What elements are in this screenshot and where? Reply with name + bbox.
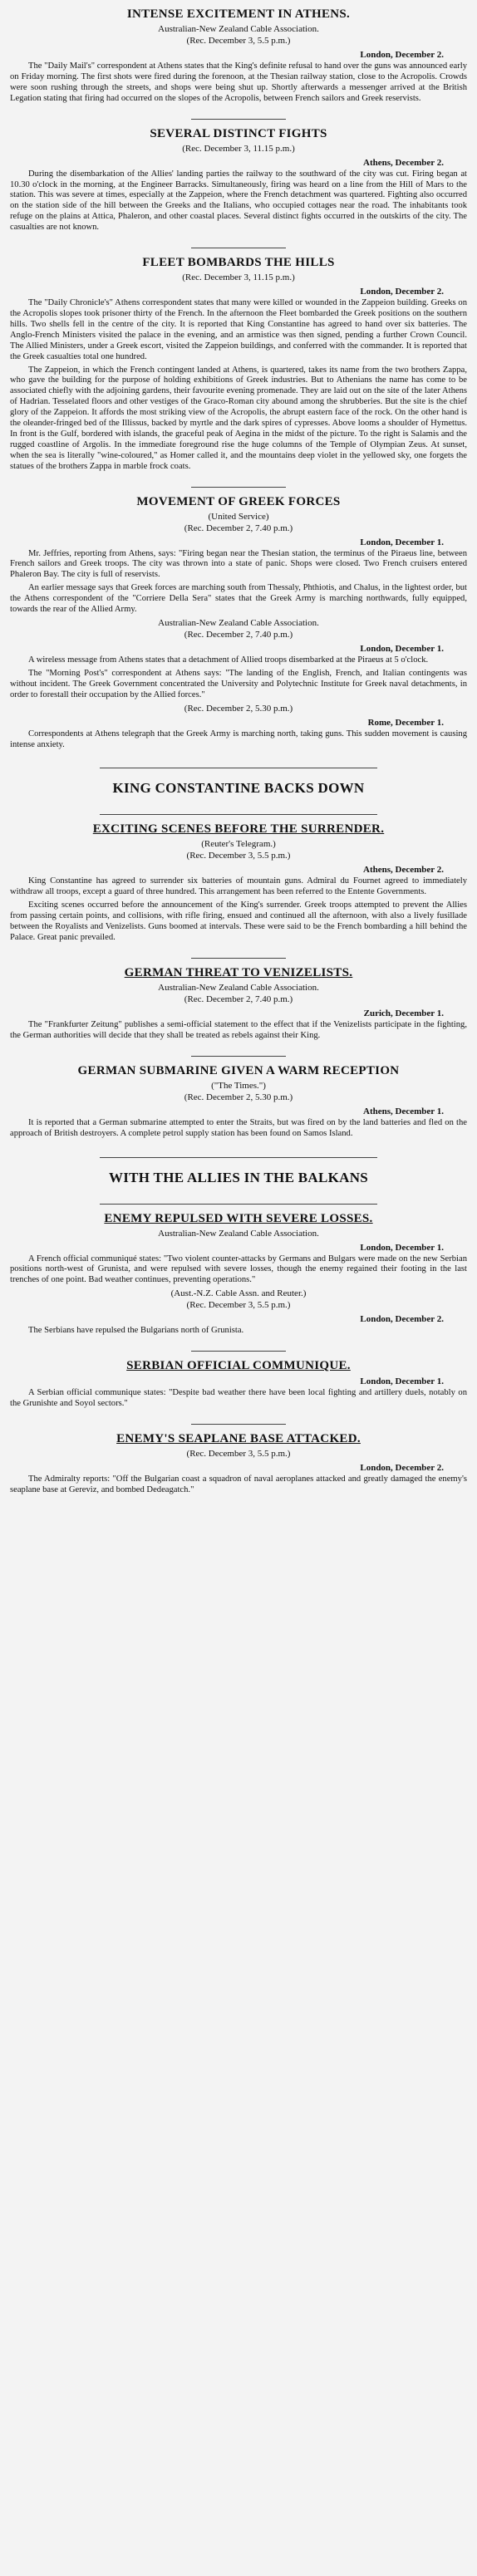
body-paragraph: The "Daily Mail's" correspondent at Athens states that the King's definite refusal to hand over the guns was announced early on Friday morning. The first shots were fired during the forenoon, at the Thesian railway station, close to the Acropolis. Crowds were soon rushing through the streets, and shops were being shut up. Shortly afterwards a messenger arrived at the British Legation stating that firing had occurred on the slopes of the Acropolis, between French sailors and Greek reservists. — [10, 61, 467, 103]
received-time: (Rec. December 3, 5.5 p.m.) — [186, 1300, 291, 1311]
divider-rule — [191, 1351, 286, 1352]
body-paragraph: King Constantine has agreed to surrender six batteries of mountain guns. Admiral du Fournet agreed to immediately withdraw all troops, except a guard of three hundred. This arrangement has been referred to the Entente Governments. — [10, 876, 467, 897]
headline: SEVERAL DISTINCT FIGHTS — [150, 126, 327, 140]
body-paragraph: The "Frankfurter Zeitung" publishes a semi-official statement to the effect that if the Venizelists participate in the fighting, the German authorities will decide that they shall be treated as rebels against their King. — [10, 1019, 467, 1040]
headline: ENEMY'S SEAPLANE BASE ATTACKED. — [116, 1431, 361, 1445]
dateline: London, December 1. — [360, 1376, 444, 1387]
received-time: (Rec. December 2, 5.30 p.m.) — [184, 1092, 293, 1102]
dispatch-source: Australian-New Zealand Cable Association. — [158, 982, 319, 993]
headline: FLEET BOMBARDS THE HILLS — [142, 256, 335, 270]
dateline: London, December 1. — [360, 537, 444, 547]
headline: ENEMY REPULSED WITH SEVERE LOSSES. — [104, 1211, 373, 1225]
headline: WITH THE ALLIES IN THE BALKANS — [108, 1169, 369, 1185]
body-paragraph: Exciting scenes occurred before the announcement of the King's surrender. Greek troops attempted to prevent the Allies from passing certain points, and collisions, with rifle firing, ensued and continued all the afternoon, with also a lively fusillade between the Royalists and Venizelists. Guns boomed at intervals. These were said to be the French bombarding a hill behind the Palace. Great panic prevailed. — [10, 900, 467, 942]
body-paragraph: The Serbians have repulsed the Bulgarians north of Grunista. — [28, 1326, 244, 1336]
body-paragraph: The "Daily Chronicle's" Athens correspondent states that many were killed or wounded in the Zappeion building. Greeks on the Acropolis slopes took prisoner thirty of the French. In the afternoon the Fleet bombarded the Greek positions on the southern hills. Two shells fell in the centre of the city. It is reported that King Constantine has agreed to hand over six batteries. The Anglo-French Ministers visited the palace in the evening, and an armistice was then signed, pending a further Crown Council. The Allied Ministers, under a Greek escort, visited the Zappeion buildings, and conferred with the commander. It is reported that the Greek casualties total one hundred. — [10, 298, 467, 361]
received-time: (Rec. December 3, 11.15 p.m.) — [182, 143, 295, 154]
divider-rule — [191, 487, 286, 488]
body-paragraph: During the disembarkation of the Allies' landing parties the railway to the southward of the city was cut. Firing began at 10.30 o'clock in the morning, at the Engineer Barracks. Simultaneously, firing was heard on a line from the Hill of Mars to the station. This was severe at times, especially at the Zappeion, where the French detachment was quartered. Fighting also occurred on the station side of the hill between the Greeks and the Italians, who occupied cottages near the road. The inhabitants took refuge on the plains at Attica, Phaleron, and other coastal places. Several distinct fights occurred in the outskirts of the city. The casualties are not known. — [10, 169, 467, 233]
divider-rule — [100, 1157, 377, 1158]
article-backs_down — [0, 780, 477, 806]
article-seaplane — [0, 1431, 477, 1505]
article-exciting — [0, 822, 477, 952]
body-paragraph: The "Morning Post's" correspondent at Athens says: "The landing of the English, French, and Italian contingents was without incident. The Greek Government concentrated the University and Polytechnic Institute for Greek naval detachments, in order to forestall their occupation by the Allied forces." — [10, 668, 467, 699]
received-time: (Rec. December 3, 5.5 p.m.) — [186, 851, 291, 861]
received-time: (Rec. December 2, 7.40 p.m.) — [184, 994, 293, 1004]
article-fleet — [0, 255, 477, 482]
body-paragraph: It is reported that a German submarine attempted to enter the Straits, but was fired on by the land batteries and fled on the approach of British destroyers. A complete petrol supply station has been found on Samos Island. — [10, 1117, 467, 1138]
dateline: London, December 2. — [360, 1314, 444, 1325]
headline: GERMAN THREAT TO VENIZELISTS. — [124, 965, 353, 979]
article-athens — [0, 7, 477, 114]
divider-rule — [191, 119, 286, 120]
body-paragraph: A wireless message from Athens states that a detachment of Allied troops disembarked at the Piraeus at 5 o'clock. — [28, 655, 429, 665]
article-submarine — [0, 1063, 477, 1149]
received-time: (Rec. December 2, 7.40 p.m.) — [184, 630, 293, 640]
dateline: London, December 2. — [360, 287, 444, 297]
received-time: (Rec. December 3, 5.5 p.m.) — [186, 1448, 291, 1459]
divider-rule — [191, 958, 286, 959]
article-fights — [0, 126, 477, 243]
body-paragraph: A French official communiqué states: "Two violent counter-attacks by Germans and Bulgars were made on the new Serbian positions north-west of Grunista, and were repulsed with severe losses, though the enemy regained their footing in the last trenches of one point. Bad weather continues, preventing operations." — [10, 1254, 467, 1285]
divider-rule — [100, 814, 377, 815]
dispatch-source: (Reuter's Telegram.) — [201, 839, 276, 850]
dateline: Athens, December 1. — [363, 1106, 444, 1116]
received-time: (Rec. December 2, 7.40 p.m.) — [184, 523, 293, 533]
headline: KING CONSTANTINE BACKS DOWN — [112, 780, 365, 797]
headline: EXCITING SCENES BEFORE THE SURRENDER. — [92, 822, 385, 837]
dispatch-source: Australian-New Zealand Cable Association. — [158, 1228, 319, 1239]
article-movement — [0, 494, 477, 760]
dateline: Rome, December 1. — [367, 717, 444, 728]
dateline: Zurich, December 1. — [363, 1008, 444, 1018]
dispatch-source: ("The Times.") — [211, 1080, 266, 1091]
body-paragraph: The Admiralty reports: "Off the Bulgarian coast a squadron of naval aeroplanes attacked and greatly damaged the enemy's seaplane base at Gereviz, and bombed Dedeagatch." — [10, 1474, 467, 1494]
article-serbian — [0, 1358, 477, 1419]
received-time: (Rec. December 3, 11.15 p.m.) — [182, 272, 295, 283]
dateline: London, December 2. — [360, 50, 444, 60]
article-german_threat — [0, 965, 477, 1051]
dateline: Athens, December 2. — [363, 157, 444, 168]
divider-rule — [100, 1204, 377, 1205]
dateline: London, December 1. — [360, 1242, 444, 1253]
dateline: London, December 2. — [360, 1462, 444, 1473]
divider-rule — [191, 1056, 286, 1057]
dispatch-source: (United Service) — [208, 511, 269, 522]
divider-rule — [191, 1424, 286, 1425]
body-paragraph: An earlier message says that Greek forces are marching south from Thessaly, Phthiotis, and Chalus, in the lightest order, but the Athens correspondent of the "Corriere Della Sera" states that the Greek Army is marching northwards, fully equipped, towards the rear of the Allied Army. — [10, 583, 467, 615]
body-paragraph: Mr. Jeffries, reporting from Athens, says: "Firing began near the Thesian station, the terminus of the Piraeus line, between French sailors and Greek troops. The city was thrown into a state of panic. Shops were closed. Two French cruisers entered Phaleron Bay. The city is full of reservists. — [10, 548, 467, 580]
article-balkans — [0, 1170, 477, 1195]
received-time: (Rec. December 3, 5.5 p.m.) — [186, 36, 291, 46]
dispatch-source: Australian-New Zealand Cable Association. — [158, 24, 319, 34]
body-paragraph: A Serbian official communique states: "Despite bad weather there have been local fighting and artillery duels, notably on the Grunishte and Soyol sectors." — [10, 1388, 467, 1409]
dispatch-source: (Aust.-N.Z. Cable Assn. and Reuter.) — [170, 1288, 307, 1299]
received-time: (Rec. December 2, 5.30 p.m.) — [184, 703, 293, 714]
headline: SERBIAN OFFICIAL COMMUNIQUE. — [126, 1359, 351, 1373]
dateline: London, December 1. — [360, 644, 444, 654]
dispatch-source: Australian-New Zealand Cable Association. — [158, 618, 319, 628]
dateline: Athens, December 2. — [363, 865, 444, 876]
headline: MOVEMENT OF GREEK FORCES — [136, 494, 341, 508]
body-paragraph: Correspondents at Athens telegraph that the Greek Army is marching north, taking guns. This sudden movement is causing intense anxiety. — [10, 729, 467, 749]
body-paragraph: The Zappeion, in which the French contingent landed at Athens, is quartered, takes its name from the two brothers Zappa, who gave the building for the purpose of holding exhibitions of Greek industries. But to Athenians the name has come to be associated chiefly with the adjoining gardens, their favourite evening promenade. They are laid out on the site of the later Athens of Hadrian. Tesselated floors and other vestiges of the Graco-Roman city abound among the shrubberies. But the site is the chief glory of the Zappeion. It affords the most striking view of the Acropolis, the abrupt eastern face of the rock. On the other hand is the oleander-fringed bed of the Illissus, backed by myrtle and the dark spires of cypresses. Above looms a shoulder of Hymettus. In front is the Gulf, bordered with islands, the graceful peak of Aegina in the midst of the picture. To the right is Salamis and the rugged coastline of Argolis. In the immediate foreground rise the huge columns of the Temple of Olympian Zeus. At sunset, when the sea is literally "wine-coloured," as Homer called it, and the mountains deep violet in the yellowed sky, one forgets the statues of the brothers Zappa in marble frock coats. — [10, 365, 467, 471]
article-enemy_repulsed — [0, 1211, 477, 1347]
headline: GERMAN SUBMARINE GIVEN A WARM RECEPTION — [77, 1063, 400, 1077]
headline: INTENSE EXCITEMENT IN ATHENS. — [126, 7, 351, 21]
